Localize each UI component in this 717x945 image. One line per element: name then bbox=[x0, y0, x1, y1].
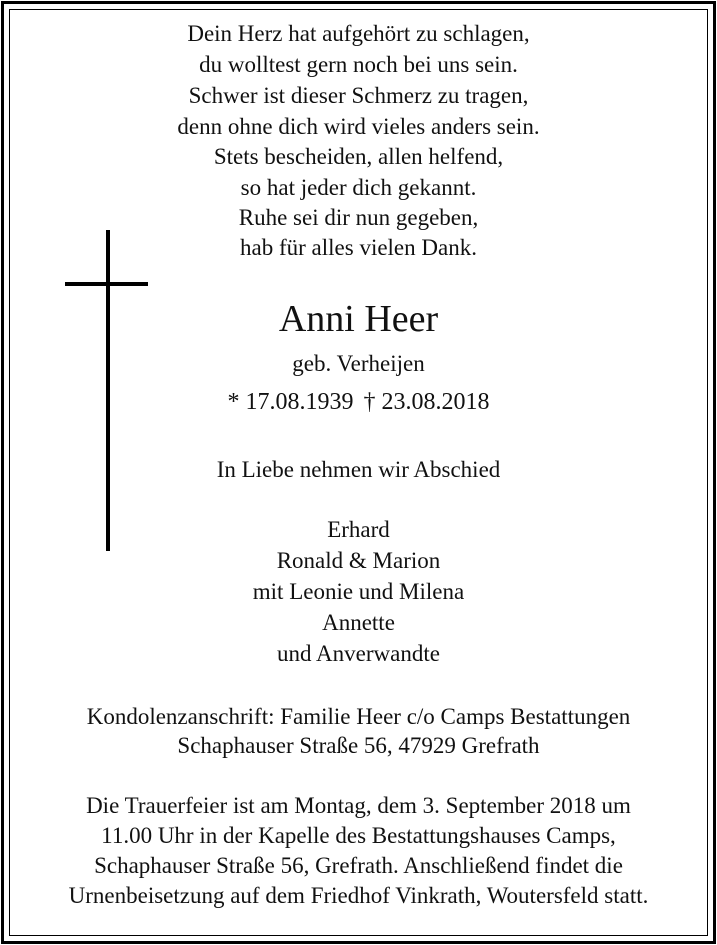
death-date: † 23.08.2018 bbox=[363, 389, 490, 415]
poem-line: du wolltest gern noch bei uns sein. bbox=[199, 52, 518, 77]
deceased-name: Anni Heer bbox=[278, 298, 439, 340]
mourner: Erhard bbox=[327, 517, 390, 542]
service-line: Schaphauser Straße 56, Grefrath. Anschließend findet die bbox=[94, 853, 623, 878]
mourner: Ronald & Marion bbox=[276, 548, 441, 573]
mourner: und Anverwandte bbox=[277, 641, 440, 666]
mourner: mit Leonie und Milena bbox=[252, 579, 465, 604]
farewell-line: In Liebe nehmen wir Abschied bbox=[216, 457, 501, 482]
mourner: Annette bbox=[322, 610, 395, 635]
cross-horizontal-bar bbox=[65, 282, 148, 286]
service-line: Urnenbeisetzung auf dem Friedhof Vinkrath, Woutersfeld statt. bbox=[68, 883, 649, 908]
poem-line: denn ohne dich wird vieles anders sein. bbox=[177, 114, 540, 139]
poem-line: Ruhe sei dir nun gegeben, bbox=[238, 205, 479, 230]
condolence-line: Kondolenzanschrift: Familie Heer c/o Camps Bestattungen bbox=[86, 704, 631, 729]
service-line: Die Trauerfeier ist am Montag, dem 3. September 2018 um bbox=[86, 793, 631, 818]
poem-line: Stets bescheiden, allen helfend, bbox=[213, 144, 504, 169]
poem-line: so hat jeder dich gekannt. bbox=[240, 175, 477, 200]
condolence-line: Schaphauser Straße 56, 47929 Grefrath bbox=[177, 733, 540, 758]
life-dates bbox=[0, 388, 717, 416]
birth-date: * 17.08.1939 bbox=[227, 389, 354, 415]
poem-line: Dein Herz hat aufgehört zu schlagen, bbox=[187, 21, 530, 46]
poem-line: hab für alles vielen Dank. bbox=[240, 235, 477, 260]
maiden-name: geb. Verheijen bbox=[292, 351, 425, 376]
poem-line: Schwer ist dieser Schmerz zu tragen, bbox=[188, 83, 529, 108]
service-line: 11.00 Uhr in der Kapelle des Bestattungshauses Camps, bbox=[101, 823, 616, 848]
